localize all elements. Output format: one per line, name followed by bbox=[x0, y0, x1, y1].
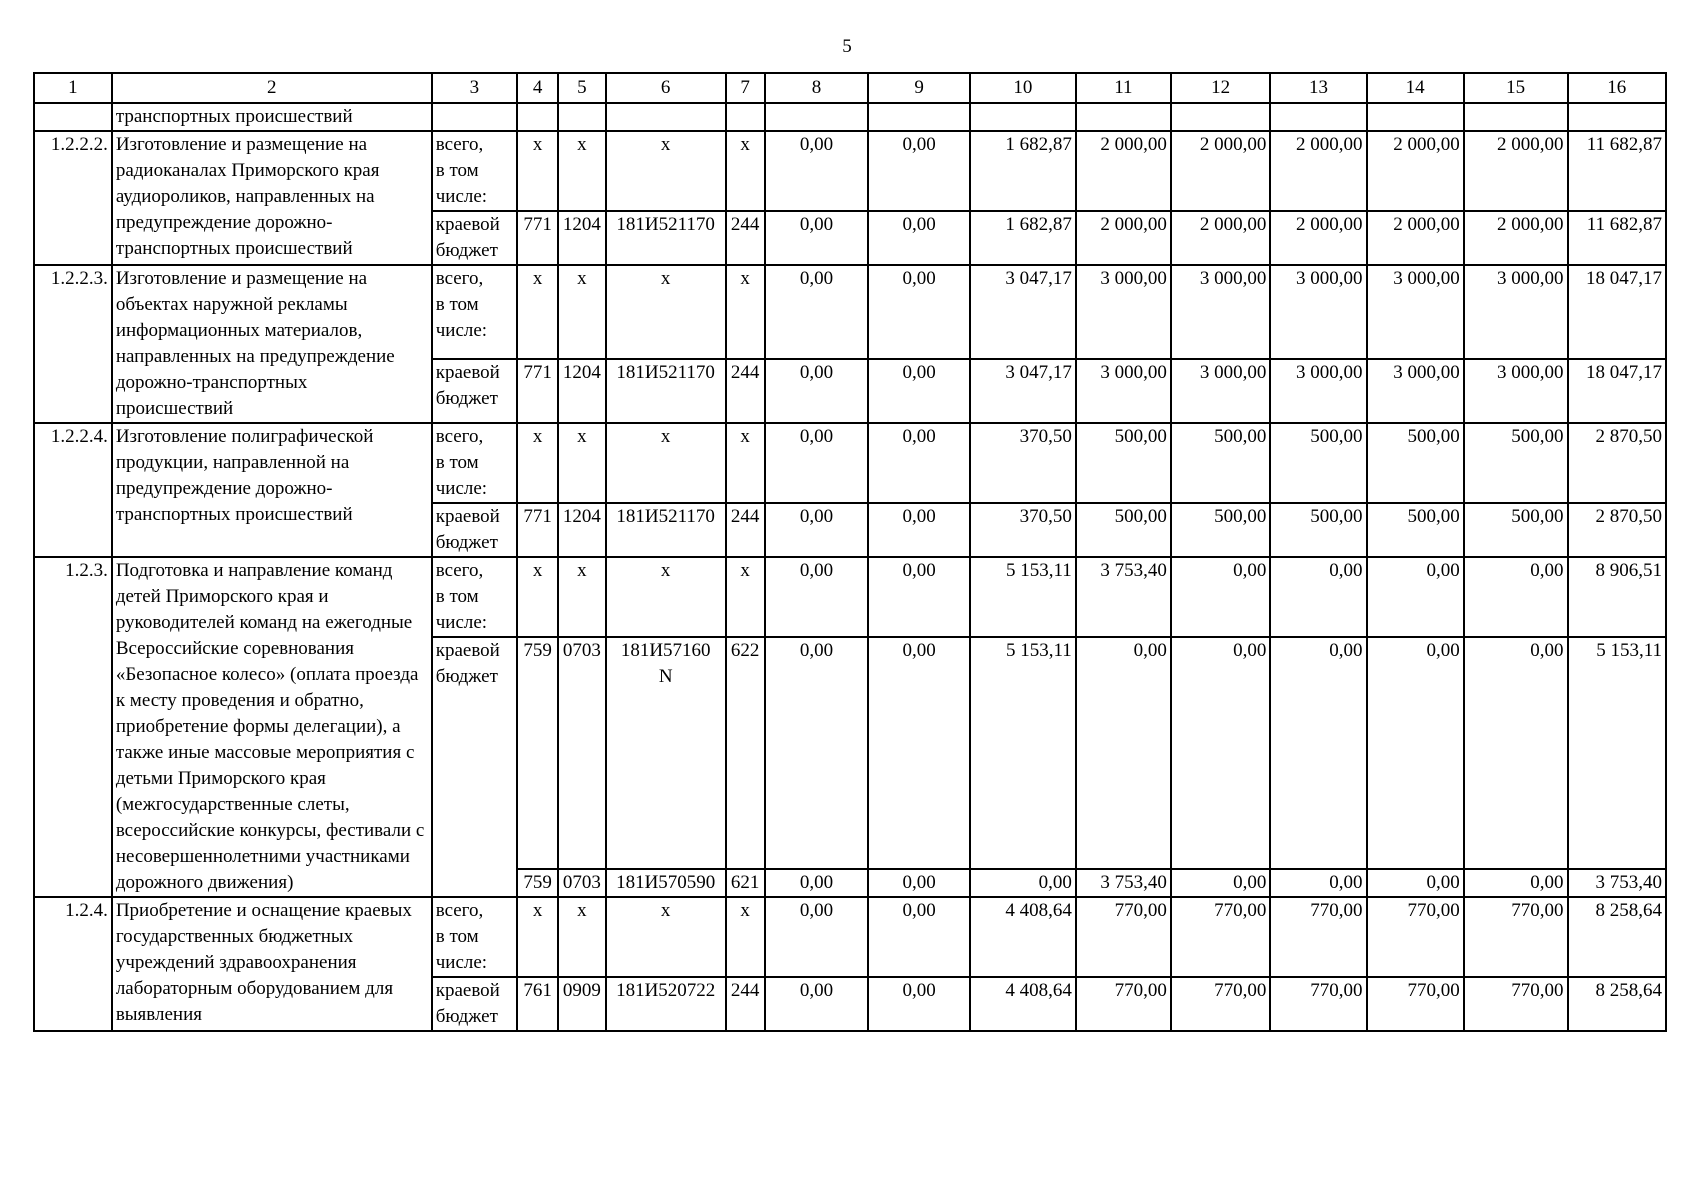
amount-cell: 3 753,40 bbox=[1076, 557, 1171, 637]
code-grbs: 771 bbox=[517, 359, 558, 423]
amount-cell: 500,00 bbox=[1171, 503, 1270, 557]
amount-cell: 0,00 bbox=[1076, 637, 1171, 869]
source-label-regional: краевой бюджет bbox=[432, 359, 517, 423]
amount-cell: 500,00 bbox=[1076, 503, 1171, 557]
continuation-text: транспортных происшествий bbox=[112, 103, 432, 131]
amount-cell: 0,00 bbox=[1464, 557, 1568, 637]
header-cell: 10 bbox=[970, 73, 1076, 103]
code-grbs: 771 bbox=[517, 503, 558, 557]
amount-cell: 2 870,50 bbox=[1568, 423, 1666, 503]
amount-cell: 3 753,40 bbox=[1076, 869, 1171, 897]
amount-cell: 2 870,50 bbox=[1568, 503, 1666, 557]
amount-cell: 3 000,00 bbox=[1270, 359, 1366, 423]
table-row-total bbox=[34, 897, 1666, 977]
amount-cell: 0,00 bbox=[868, 265, 970, 359]
code-expense-type: 244 bbox=[726, 211, 765, 265]
x-mark: x bbox=[517, 265, 558, 359]
header-cell: 12 bbox=[1171, 73, 1270, 103]
amount-cell: 500,00 bbox=[1171, 423, 1270, 503]
amount-cell: 0,00 bbox=[1367, 869, 1464, 897]
code-section: 1204 bbox=[558, 359, 606, 423]
code-expense-type: 244 bbox=[726, 503, 765, 557]
code-grbs: 771 bbox=[517, 211, 558, 265]
budget-table bbox=[33, 72, 1667, 1032]
amount-cell: 0,00 bbox=[1171, 557, 1270, 637]
amount-cell: 5 153,11 bbox=[970, 637, 1076, 869]
amount-cell: 0,00 bbox=[1464, 637, 1568, 869]
code-expense-type: 621 bbox=[726, 869, 765, 897]
amount-cell: 3 000,00 bbox=[1171, 265, 1270, 359]
code-section: 0909 bbox=[558, 977, 606, 1031]
cell bbox=[606, 103, 726, 131]
amount-cell: 0,00 bbox=[765, 637, 869, 869]
amount-cell: 0,00 bbox=[765, 211, 869, 265]
amount-cell: 2 000,00 bbox=[1076, 131, 1171, 211]
x-mark: x bbox=[606, 265, 726, 359]
cell bbox=[868, 103, 970, 131]
cell bbox=[1367, 103, 1464, 131]
amount-cell: 500,00 bbox=[1464, 423, 1568, 503]
item-number: 1.2.2.3. bbox=[34, 265, 112, 423]
table-row-total bbox=[34, 423, 1666, 503]
amount-cell: 2 000,00 bbox=[1076, 211, 1171, 265]
amount-cell: 0,00 bbox=[868, 557, 970, 637]
header-cell: 3 bbox=[432, 73, 517, 103]
item-name: Подготовка и направление команд детей Приморского края и руководителей команд на ежегодные Всероссийские соревнования «Безопасное колесо» (оплата проезда к месту проведения и обратно, приобретение формы делегации), а также иные массовые мероприятия с детьми Приморского края (межгосударственные слеты, всероссийские конкурсы, фестивали с несовершеннолетними участниками дорожного движения) bbox=[112, 557, 432, 897]
x-mark: x bbox=[558, 265, 606, 359]
cell bbox=[1568, 103, 1666, 131]
amount-cell: 2 000,00 bbox=[1171, 131, 1270, 211]
amount-cell: 4 408,64 bbox=[970, 977, 1076, 1031]
source-label-regional: краевой бюджет bbox=[432, 637, 517, 897]
item-number: 1.2.4. bbox=[34, 897, 112, 1031]
header-cell: 15 bbox=[1464, 73, 1568, 103]
source-label-regional: краевой бюджет bbox=[432, 977, 517, 1031]
cell bbox=[1270, 103, 1366, 131]
code-section: 1204 bbox=[558, 503, 606, 557]
x-mark: x bbox=[517, 423, 558, 503]
table-row-total bbox=[34, 557, 1666, 637]
cell bbox=[1464, 103, 1568, 131]
amount-cell: 0,00 bbox=[868, 131, 970, 211]
code-target: 181И521170 bbox=[606, 503, 726, 557]
amount-cell: 0,00 bbox=[970, 869, 1076, 897]
cell bbox=[1171, 103, 1270, 131]
amount-cell: 1 682,87 bbox=[970, 211, 1076, 265]
source-label-total: всего, в том числе: bbox=[432, 423, 517, 503]
x-mark: x bbox=[517, 557, 558, 637]
amount-cell: 2 000,00 bbox=[1270, 131, 1366, 211]
amount-cell: 500,00 bbox=[1270, 423, 1366, 503]
amount-cell: 770,00 bbox=[1464, 897, 1568, 977]
header-cell: 5 bbox=[558, 73, 606, 103]
x-mark: x bbox=[558, 423, 606, 503]
amount-cell: 2 000,00 bbox=[1367, 131, 1464, 211]
item-number: 1.2.3. bbox=[34, 557, 112, 897]
item-name: Приобретение и оснащение краевых государственных бюджетных учреждений здравоохранения лабораторным оборудованием для выявления bbox=[112, 897, 432, 1031]
code-target: 181И521170 bbox=[606, 359, 726, 423]
amount-cell: 18 047,17 bbox=[1568, 359, 1666, 423]
table-row-total bbox=[34, 131, 1666, 211]
amount-cell: 3 753,40 bbox=[1568, 869, 1666, 897]
x-mark: x bbox=[726, 423, 765, 503]
cell bbox=[558, 103, 606, 131]
amount-cell: 2 000,00 bbox=[1367, 211, 1464, 265]
amount-cell: 3 047,17 bbox=[970, 359, 1076, 423]
amount-cell: 18 047,17 bbox=[1568, 265, 1666, 359]
amount-cell: 3 000,00 bbox=[1367, 265, 1464, 359]
amount-cell: 770,00 bbox=[1367, 897, 1464, 977]
cell bbox=[517, 103, 558, 131]
amount-cell: 500,00 bbox=[1367, 503, 1464, 557]
cell bbox=[970, 103, 1076, 131]
amount-cell: 0,00 bbox=[868, 211, 970, 265]
code-grbs: 759 bbox=[517, 637, 558, 869]
x-mark: x bbox=[517, 131, 558, 211]
amount-cell: 11 682,87 bbox=[1568, 131, 1666, 211]
amount-cell: 4 408,64 bbox=[970, 897, 1076, 977]
header-cell: 4 bbox=[517, 73, 558, 103]
x-mark: x bbox=[558, 897, 606, 977]
amount-cell: 0,00 bbox=[765, 131, 869, 211]
cell bbox=[726, 103, 765, 131]
amount-cell: 0,00 bbox=[868, 869, 970, 897]
amount-cell: 0,00 bbox=[1464, 869, 1568, 897]
code-target: 181И521170 bbox=[606, 211, 726, 265]
amount-cell: 3 000,00 bbox=[1464, 359, 1568, 423]
code-target: 181И570590 bbox=[606, 869, 726, 897]
amount-cell: 3 000,00 bbox=[1076, 359, 1171, 423]
amount-cell: 0,00 bbox=[1171, 869, 1270, 897]
amount-cell: 0,00 bbox=[1171, 637, 1270, 869]
amount-cell: 0,00 bbox=[765, 423, 869, 503]
code-section: 0703 bbox=[558, 637, 606, 869]
amount-cell: 0,00 bbox=[765, 869, 869, 897]
source-label-total: всего, в том числе: bbox=[432, 265, 517, 359]
x-mark: x bbox=[517, 897, 558, 977]
amount-cell: 0,00 bbox=[765, 897, 869, 977]
item-name: Изготовление полиграфической продукции, направленной на предупреждение дорожно-транспортных происшествий bbox=[112, 423, 432, 557]
amount-cell: 770,00 bbox=[1171, 977, 1270, 1031]
x-mark: x bbox=[606, 897, 726, 977]
cell bbox=[432, 103, 517, 131]
x-mark: x bbox=[726, 897, 765, 977]
amount-cell: 8 906,51 bbox=[1568, 557, 1666, 637]
amount-cell: 0,00 bbox=[1367, 557, 1464, 637]
amount-cell: 3 000,00 bbox=[1464, 265, 1568, 359]
amount-cell: 3 000,00 bbox=[1076, 265, 1171, 359]
x-mark: x bbox=[726, 557, 765, 637]
amount-cell: 0,00 bbox=[868, 977, 970, 1031]
amount-cell: 5 153,11 bbox=[1568, 637, 1666, 869]
amount-cell: 0,00 bbox=[765, 265, 869, 359]
amount-cell: 0,00 bbox=[765, 359, 869, 423]
amount-cell: 3 047,17 bbox=[970, 265, 1076, 359]
source-label-regional: краевой бюджет bbox=[432, 211, 517, 265]
amount-cell: 2 000,00 bbox=[1270, 211, 1366, 265]
amount-cell: 500,00 bbox=[1367, 423, 1464, 503]
amount-cell: 2 000,00 bbox=[1171, 211, 1270, 265]
code-target: 181И57160 N bbox=[606, 637, 726, 869]
amount-cell: 0,00 bbox=[1270, 637, 1366, 869]
header-cell: 13 bbox=[1270, 73, 1366, 103]
header-cell: 2 bbox=[112, 73, 432, 103]
table-row-total bbox=[34, 265, 1666, 359]
amount-cell: 500,00 bbox=[1270, 503, 1366, 557]
code-target: 181И520722 bbox=[606, 977, 726, 1031]
amount-cell: 0,00 bbox=[868, 359, 970, 423]
item-number: 1.2.2.2. bbox=[34, 131, 112, 265]
code-expense-type: 244 bbox=[726, 977, 765, 1031]
amount-cell: 0,00 bbox=[868, 423, 970, 503]
amount-cell: 2 000,00 bbox=[1464, 131, 1568, 211]
header-cell: 9 bbox=[868, 73, 970, 103]
amount-cell: 3 000,00 bbox=[1270, 265, 1366, 359]
amount-cell: 0,00 bbox=[868, 637, 970, 869]
amount-cell: 0,00 bbox=[765, 977, 869, 1031]
amount-cell: 2 000,00 bbox=[1464, 211, 1568, 265]
header-cell: 14 bbox=[1367, 73, 1464, 103]
header-cell: 6 bbox=[606, 73, 726, 103]
amount-cell: 500,00 bbox=[1464, 503, 1568, 557]
x-mark: x bbox=[726, 265, 765, 359]
code-section: 0703 bbox=[558, 869, 606, 897]
code-grbs: 759 bbox=[517, 869, 558, 897]
amount-cell: 3 000,00 bbox=[1367, 359, 1464, 423]
source-label-total: всего, в том числе: bbox=[432, 897, 517, 977]
header-cell: 8 bbox=[765, 73, 869, 103]
source-label-total: всего, в том числе: bbox=[432, 557, 517, 637]
cell bbox=[765, 103, 869, 131]
amount-cell: 0,00 bbox=[868, 897, 970, 977]
amount-cell: 0,00 bbox=[868, 503, 970, 557]
code-section: 1204 bbox=[558, 211, 606, 265]
header-cell: 11 bbox=[1076, 73, 1171, 103]
amount-cell: 770,00 bbox=[1076, 897, 1171, 977]
amount-cell: 8 258,64 bbox=[1568, 897, 1666, 977]
source-label-total: всего, в том числе: bbox=[432, 131, 517, 211]
amount-cell: 770,00 bbox=[1171, 897, 1270, 977]
amount-cell: 770,00 bbox=[1270, 977, 1366, 1031]
code-expense-type: 244 bbox=[726, 359, 765, 423]
amount-cell: 370,50 bbox=[970, 423, 1076, 503]
amount-cell: 1 682,87 bbox=[970, 131, 1076, 211]
continuation-row bbox=[34, 103, 1666, 131]
page-number: 5 bbox=[842, 36, 852, 57]
amount-cell: 0,00 bbox=[765, 503, 869, 557]
header-cell: 16 bbox=[1568, 73, 1666, 103]
x-mark: x bbox=[726, 131, 765, 211]
x-mark: x bbox=[558, 557, 606, 637]
amount-cell: 3 000,00 bbox=[1171, 359, 1270, 423]
item-name: Изготовление и размещение на радиоканалах Приморского края аудиороликов, направленных на предупреждение дорожно-транспортных происшествий bbox=[112, 131, 432, 265]
amount-cell: 0,00 bbox=[1270, 869, 1366, 897]
source-label-regional: краевой бюджет bbox=[432, 503, 517, 557]
code-expense-type: 622 bbox=[726, 637, 765, 869]
item-name: Изготовление и размещение на объектах наружной рекламы информационных материалов, направленных на предупреждение дорожно-транспортных происшествий bbox=[112, 265, 432, 423]
amount-cell: 770,00 bbox=[1464, 977, 1568, 1031]
header-cell: 1 bbox=[34, 73, 112, 103]
amount-cell: 770,00 bbox=[1076, 977, 1171, 1031]
header-row bbox=[34, 73, 1666, 103]
x-mark: x bbox=[606, 131, 726, 211]
amount-cell: 0,00 bbox=[1270, 557, 1366, 637]
cell bbox=[34, 103, 112, 131]
amount-cell: 8 258,64 bbox=[1568, 977, 1666, 1031]
amount-cell: 11 682,87 bbox=[1568, 211, 1666, 265]
amount-cell: 770,00 bbox=[1367, 977, 1464, 1031]
amount-cell: 370,50 bbox=[970, 503, 1076, 557]
x-mark: x bbox=[606, 423, 726, 503]
header-cell: 7 bbox=[726, 73, 765, 103]
x-mark: x bbox=[606, 557, 726, 637]
cell bbox=[1076, 103, 1171, 131]
amount-cell: 0,00 bbox=[765, 557, 869, 637]
amount-cell: 0,00 bbox=[1367, 637, 1464, 869]
amount-cell: 500,00 bbox=[1076, 423, 1171, 503]
amount-cell: 770,00 bbox=[1270, 897, 1366, 977]
amount-cell: 5 153,11 bbox=[970, 557, 1076, 637]
x-mark: x bbox=[558, 131, 606, 211]
item-number: 1.2.2.4. bbox=[34, 423, 112, 557]
code-grbs: 761 bbox=[517, 977, 558, 1031]
